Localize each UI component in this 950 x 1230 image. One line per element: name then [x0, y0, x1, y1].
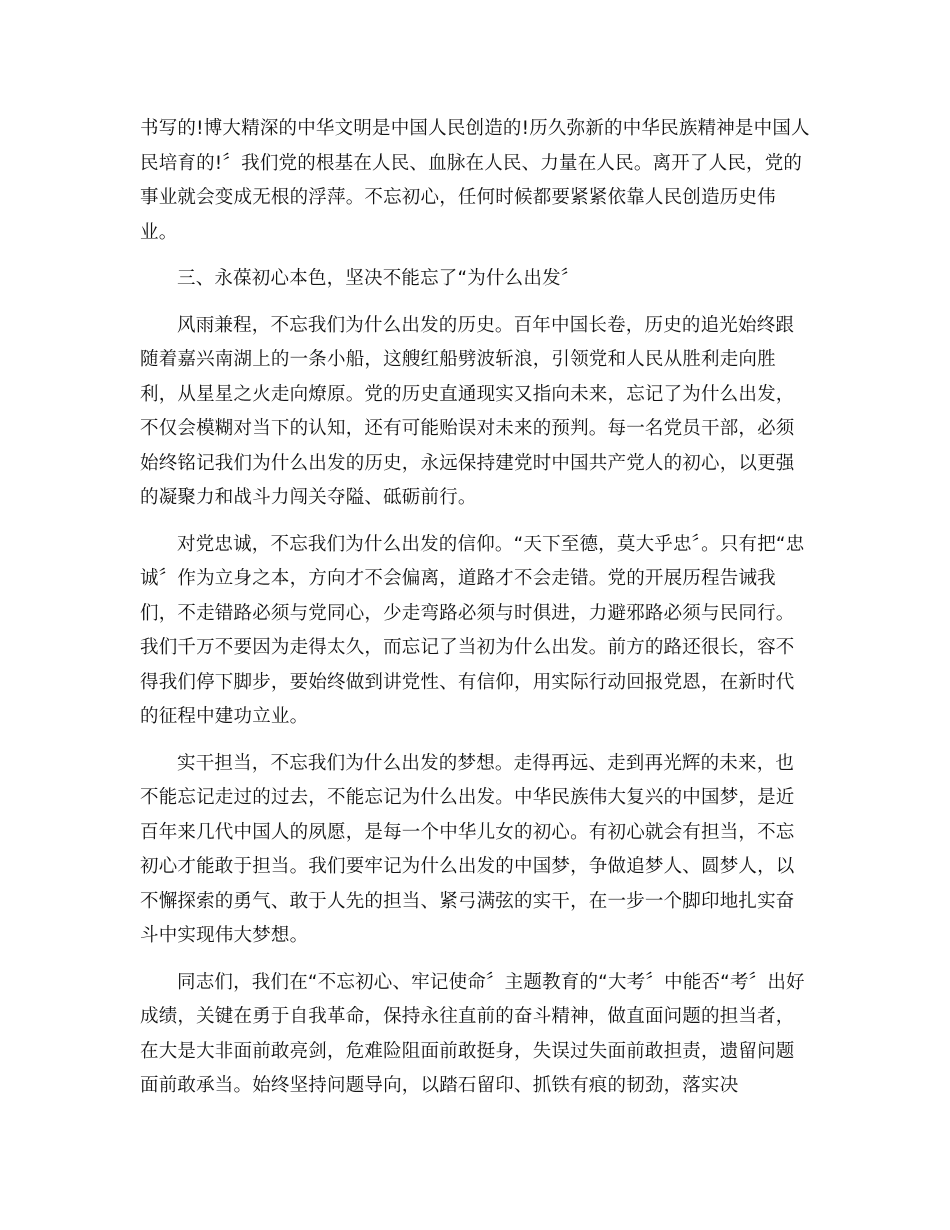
section-heading: 三、永葆初心本色，坚决不能忘了“为什么出发〞: [177, 268, 580, 289]
document-body: [140, 112, 812, 1116]
paragraph-history: 风雨兼程，不忘我们为什么出发的历史。百年中国长卷，历史的追光始终跟随着嘉兴南湖上的一条小船，这艘红船劈波斩浪，引领党和人民从胜利走向胜利，从星星之火走向燎原。党的历史直通现实又指向未来，忘记了为什么出发，不仅会模糊对当下的认知，还有可能贻误对未来的预判。每一名党员干部，必须始终铭记我们为什么出发的历史，永远保持建党时中国共产党人的初心，以更强的凝聚力和战斗力闯关夺隘、砥砺前行。: [140, 314, 795, 508]
paragraph-loyalty: 对党忠诚，不忘我们为什么出发的信仰。“天下至德，莫大乎忠〞。只有把“忠诚〞作为立身之本，方向才不会偏离，道路才不会走错。党的开展历程告诫我们，不走错路必须与党同心，少走弯路必须与时俱进，力避邪路必须与民同行。我们千万不要因为走得太久，而忘记了当初为什么出发。前方的路还很长，容不得我们停下脚步，要始终做到讲党性、有信仰，用实际行动回报党恩，在新时代的征程中建功立业。: [140, 533, 805, 727]
paragraph-comrades: 同志们，我们在“不忘初心、牢记使命〞主题教育的“大考〞中能否“考〞出好成绩，关键在勇于自我革命，保持永往直前的奋斗精神，做直面问题的担当者，在大是大非面前敢亮剑，危难险阻面前敢挺身，失误过失面前敢担责，遗留问题面前敢承当。始终坚持问题导向，以踏石留印、抓铁有痕的韧劲，落实决: [140, 971, 805, 1096]
paragraph-dream: 实干担当，不忘我们为什么出发的梦想。走得再远、走到再光辉的未来，也不能忘记走过的过去，不能忘记为什么出发。中华民族伟大复兴的中国梦，是近百年来几代中国人的夙愿，是每一个中华儿女的初心。有初心就会有担当，不忘初心才能敢于担当。我们要牢记为什么出发的中国梦，争做追梦人、圆梦人，以不懈探索的勇气、敢于人先的担当、紧弓满弦的实干，在一步一个脚印地扎实奋斗中实现伟大梦想。: [140, 752, 795, 946]
paragraph-continued: 书写的!博大精深的中华文明是中国人民创造的!历久弥新的中华民族精神是中国人民培育的!〞我们党的根基在人民、血脉在人民、力量在人民。离开了人民，党的事业就会变成无根的浮萍。不忘初心，任何时候都要紧紧依靠人民创造历史伟业。: [140, 118, 810, 243]
